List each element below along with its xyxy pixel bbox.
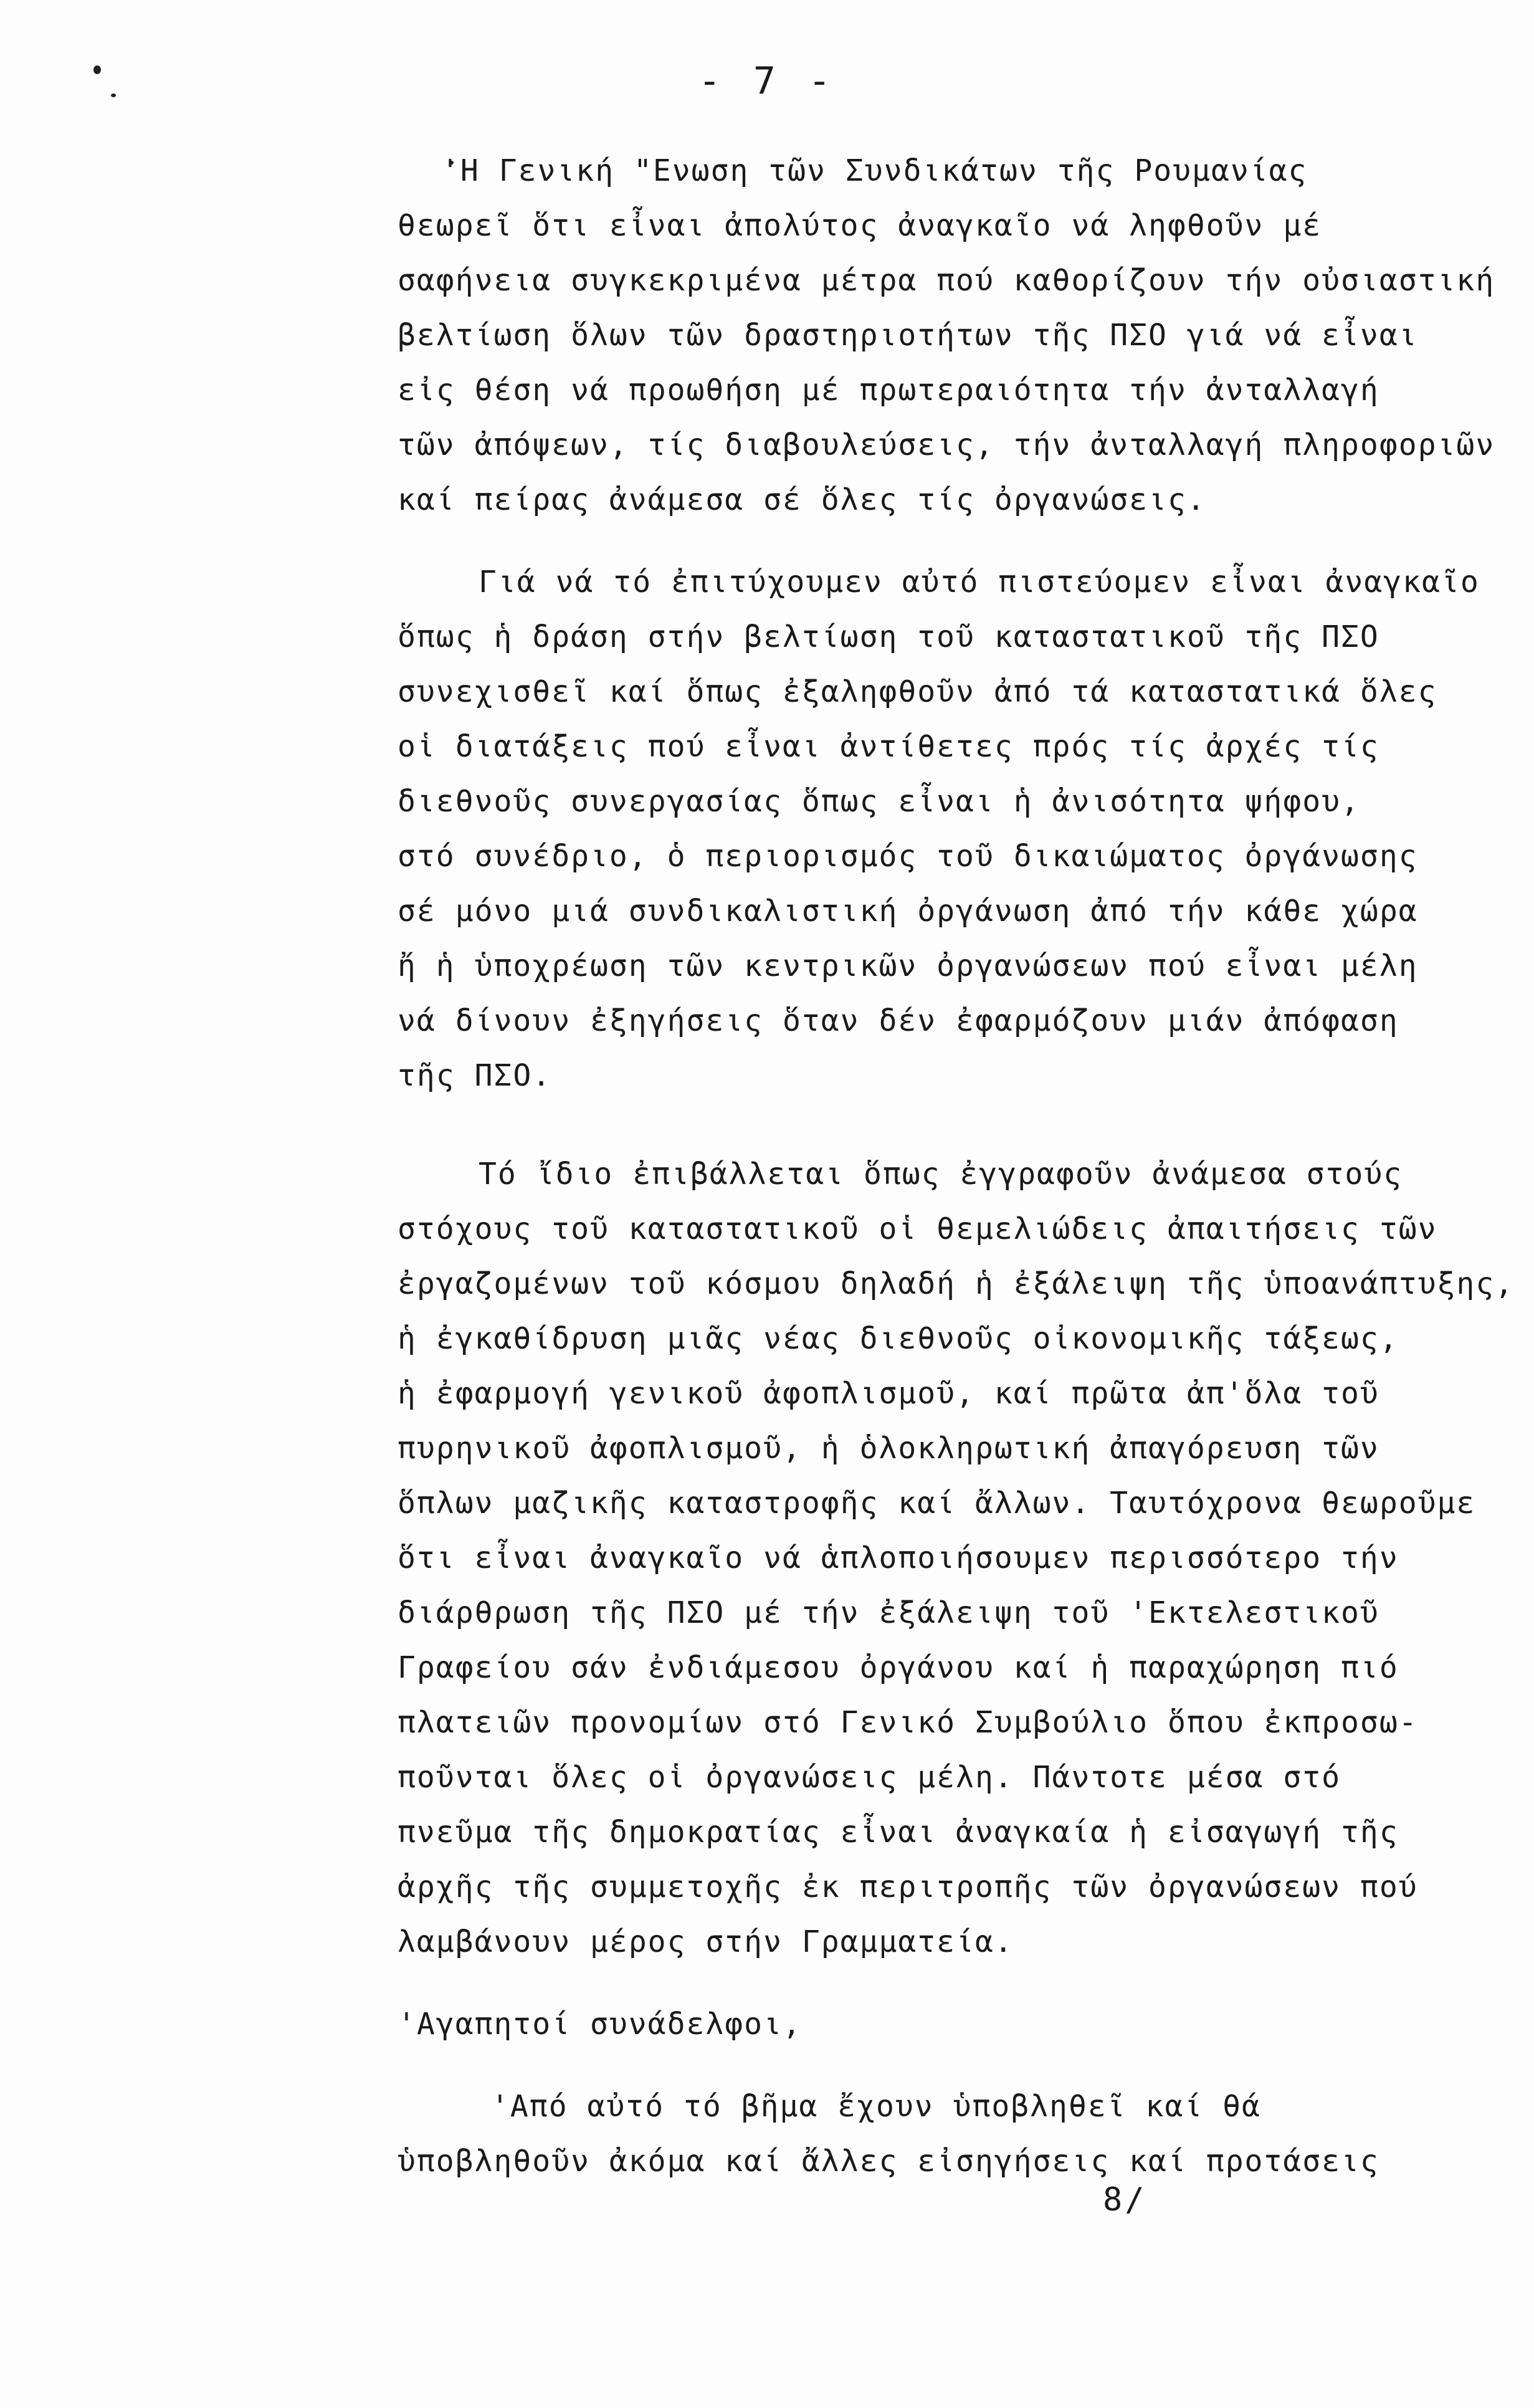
text-line: πνεῦμα τῆς δημοκρατίας εἶναι ἀναγκαία ἡ εἰσαγωγή τῆς <box>398 1815 1399 1850</box>
text-line: ποῦνται ὅλες οἱ ὀργανώσεις μέλη. Πάντοτε μέσα στό <box>398 1760 1341 1795</box>
text-line: εἰς θέση νά προωθήση μέ πρωτεραιότητα τήν ἀνταλλαγή <box>398 373 1379 408</box>
text-line: 'Η Γενική "Ενωση τῶν Συνδικάτων τῆς Ρουμανίας <box>441 153 1308 188</box>
text-line: στόχους τοῦ καταστατικοῦ οἱ θεμελιώδεις ἀπαιτήσεις τῶν <box>398 1211 1437 1246</box>
text-line: τῆς ΠΣΟ. <box>398 1058 552 1093</box>
text-line: βελτίωση ὅλων τῶν δραστηριοτήτων τῆς ΠΣΟ γιά νά εἶναι <box>398 318 1418 353</box>
letter-body <box>398 143 1519 2189</box>
paragraph-gap <box>398 1103 1519 1147</box>
text-line: διεθνοῦς συνεργασίας ὅπως εἶναι ἡ ἀνισότητα ψήφου, <box>398 784 1360 819</box>
text-line: Τό ἴδιο ἐπιβάλλεται ὅπως ἐγγραφοῦν ἀνάμεσα στούς <box>479 1157 1403 1192</box>
text-line: οἱ διατάξεις πού εἶναι ἀντίθετες πρός τίς ἀρχές τίς <box>398 729 1379 764</box>
page-number: - 7 - <box>698 59 836 103</box>
continuation-mark: 8/ <box>1103 2181 1147 2219</box>
text-line: συνεχισθεῖ καί ὅπως ἐξαληφθοῦν ἀπό τά καταστατικά ὅλες <box>398 674 1437 709</box>
paragraph-3 <box>398 1147 1519 1969</box>
text-line: τῶν ἀπόψεων, τίς διαβουλεύσεις, τήν ἀνταλλαγή πληροφοριῶν <box>398 428 1495 462</box>
text-line: Γραφείου σάν ἐνδιάμεσου ὀργάνου καί ἡ παραχώρηση πιό <box>398 1650 1399 1685</box>
paragraph-2 <box>398 555 1519 1103</box>
text-line: πλατειῶν προνομίων στό Γενικό Συμβούλιο ὅπου ἐκπροσω- <box>398 1705 1418 1740</box>
closing-paragraph <box>398 2079 1519 2189</box>
text-line: Γιά νά τό ἐπιτύχουμεν αὐτό πιστεύομεν εἶναι ἀναγκαῖο <box>479 565 1480 600</box>
text-line: ἤ ἡ ὑποχρέωση τῶν κεντρικῶν ὀργανώσεων πού εἶναι μέλη <box>398 948 1418 983</box>
text-line: ἐργαζομένων τοῦ κόσμου δηλαδή ἡ ἐξάλειψη τῆς ὑποανάπτυξης, <box>398 1266 1515 1301</box>
text-line: διάρθρωση τῆς ΠΣΟ μέ τήν ἐξάλειψη τοῦ 'Εκτελεστικοῦ <box>398 1595 1379 1630</box>
text-line: πυρηνικοῦ ἀφοπλισμοῦ, ἡ ὁλοκληρωτική ἀπαγόρευση τῶν <box>398 1431 1379 1466</box>
text-line: σαφήνεια συγκεκριμένα μέτρα πού καθορίζουν τήν οὐσιαστική <box>398 263 1495 298</box>
text-line: θεωρεῖ ὅτι εἶναι ἀπολύτος ἀναγκαῖο νά ληφθοῦν μέ <box>398 208 1322 243</box>
text-line: ἡ ἐφαρμογή γενικοῦ ἀφοπλισμοῦ, καί πρῶτα ἀπ'ὅλα τοῦ <box>398 1376 1379 1411</box>
text-line: ὑποβληθοῦν ἀκόμα καί ἄλλες εἰσηγήσεις καί προτάσεις <box>398 2144 1379 2179</box>
text-line: νά δίνουν ἐξηγήσεις ὅταν δέν ἐφαρμόζουν μιάν ἀπόφαση <box>398 1003 1399 1038</box>
text-line: 'Από αὐτό τό βῆμα ἔχουν ὑποβληθεῖ καί θά <box>491 2089 1261 2124</box>
paragraph-gap <box>398 1969 1519 1997</box>
text-line: ὅπως ἡ δράση στήν βελτίωση τοῦ καταστατικοῦ τῆς ΠΣΟ <box>398 619 1379 654</box>
text-line: ὅπλων μαζικῆς καταστροφῆς καί ἄλλων. Ταυτόχρονα θεωροῦμε <box>398 1486 1476 1521</box>
salutation <box>398 1997 1519 2052</box>
paragraph-gap <box>398 527 1519 555</box>
paragraph-1 <box>398 143 1519 527</box>
paragraph-gap <box>398 2052 1519 2079</box>
text-line: καί πείρας ἀνάμεσα σέ ὅλες τίς ὀργανώσεις. <box>398 482 1206 517</box>
text-line: ἡ ἐγκαθίδρυση μιᾶς νέας διεθνοῦς οἰκονομικῆς τάξεως, <box>398 1321 1399 1356</box>
text-line: ἀρχῆς τῆς συμμετοχῆς ἐκ περιτροπῆς τῶν ὀργανώσεων πού <box>398 1870 1418 1904</box>
text-line: 'Αγαπητοί συνάδελφοι, <box>398 2007 802 2042</box>
text-line: στό συνέδριο, ὁ περιορισμός τοῦ δικαιώματος ὀργάνωσης <box>398 839 1418 874</box>
text-line: λαμβάνουν μέρος στήν Γραμματεία. <box>398 1924 1014 1959</box>
text-line: ὅτι εἶναι ἀναγκαῖο νά ἁπλοποιήσουμεν περισσότερο τήν <box>398 1541 1399 1575</box>
text-line: σέ μόνο μιά συνδικαλιστική ὀργάνωση ἀπό τήν κάθε χώρα <box>398 894 1418 929</box>
